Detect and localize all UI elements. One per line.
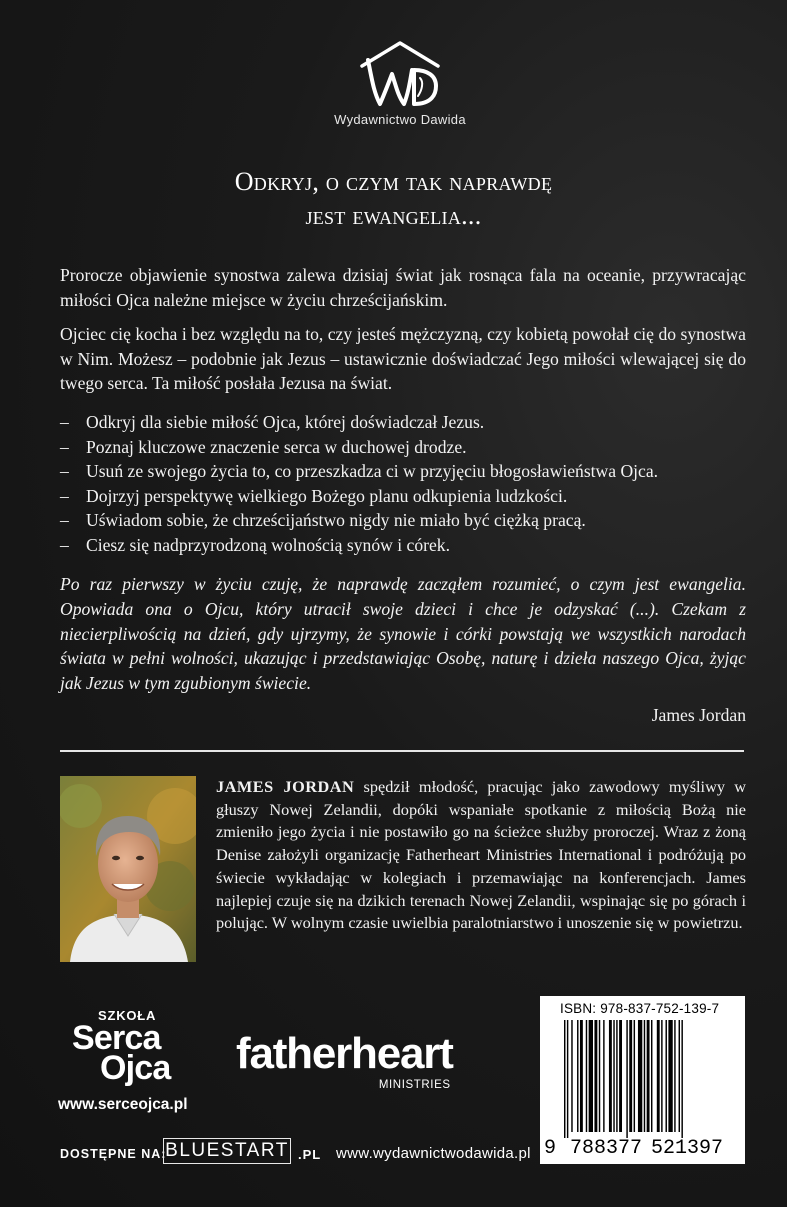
barcode-bar (564, 1020, 565, 1138)
barcode-bar (577, 1020, 578, 1132)
barcode-bar (679, 1020, 680, 1132)
barcode-bar (571, 1020, 572, 1132)
barcode-bar (616, 1020, 617, 1132)
barcode-bar (681, 1020, 682, 1138)
school-word-1: Serca (72, 1019, 161, 1057)
list-item: – Dojrzyj perspektywę wielkiego Bożego planu odkupienia ludzkości. (60, 484, 746, 509)
fatherheart-wordmark: fatherheart (236, 1029, 453, 1078)
dash-icon: – (60, 485, 69, 506)
fatherheart-logo (236, 1029, 453, 1091)
publisher-logo (330, 38, 470, 127)
headline-line-1: Odkryj, o czym tak naprawdę (234, 167, 553, 196)
publisher-name: Wydawnictwo Dawida (334, 112, 466, 127)
author-photo (60, 776, 196, 962)
tld-label: .PL (298, 1147, 322, 1162)
list-item: – Odkryj dla siebie miłość Ojca, której doświadczał Jezus. (60, 410, 746, 435)
barcode-bar (599, 1020, 600, 1132)
barcode-bar (651, 1020, 652, 1132)
barcode-bar (634, 1020, 635, 1132)
isbn-barcode (540, 996, 745, 1164)
testimonial-quote: Po raz pierwszy w życiu czuję, że naprawdę zacząłem rozumieć, o czym jest ewangelia. Opowiada ona o Ojcu, który utracił swoje dzieci i chce je odzyskać (...). Czekam z niecierpliwością na dzień, gdy ujrzymy, że synowie i córki powstają we wszystkich narodach świata w pełni wolności, ukazując i przedstawiając Osobę, naturę i dzieła naszego Ojca, żyjąc jak Jezus w tym zgubionym świecie. (60, 574, 746, 694)
publisher-url[interactable]: www.wydawnictwodawida.pl (336, 1145, 531, 1162)
dash-icon: – (60, 412, 69, 432)
barcode-bar (594, 1020, 597, 1132)
barcode-bar (647, 1020, 650, 1132)
available-label: DOSTĘPNE NA: (60, 1147, 167, 1161)
list-item: – Ciesz się nadprzyrodzoną wolnością synów i córek. (60, 533, 746, 558)
author-bio (216, 776, 746, 935)
barcode-bar (666, 1020, 667, 1132)
dash-icon: – (60, 534, 69, 555)
quote-author: James Jordan (651, 705, 746, 725)
barcode-bars (564, 1020, 726, 1138)
barcode-bar (567, 1020, 568, 1138)
intro-paragraph: Ojciec cię kocha i bez względu na to, czy jesteś mężczyzną, czy kobietą powołał cię do synostwa w Nim. Możesz – podobnie jak Jezus – ustawicznie doświadczać Jego miłości wlewającej się do twego serca. Ta miłość posłała Jezusa na świat. (60, 324, 746, 394)
school-url[interactable]: www.serceojca.pl (58, 1096, 188, 1113)
barcode-bar (589, 1020, 593, 1132)
barcode-bar (661, 1020, 662, 1132)
barcode-digits-right: 521397 (651, 1137, 724, 1160)
barcode-bar (638, 1020, 642, 1132)
list-item: – Uświadom sobie, że chrześcijaństwo nigdy nie miało być ciężką pracą. (60, 508, 746, 533)
school-word-2: Ojca (100, 1049, 171, 1087)
isbn-number: ISBN: 978-837-752-139-7 (560, 1001, 720, 1016)
barcode-bar (603, 1020, 604, 1132)
author-name: JAMES JORDAN (216, 777, 355, 796)
list-item: – Poznaj kluczowe znaczenie serca w duchowej drodze. (60, 435, 746, 460)
benefit-list (60, 410, 746, 558)
house-logo-icon (358, 38, 442, 110)
barcode-digits-left: 788377 (570, 1137, 643, 1160)
barcode-bar (580, 1020, 583, 1132)
barcode-bar (668, 1020, 672, 1132)
divider (60, 750, 744, 752)
dash-icon: – (60, 436, 69, 457)
headline-line-2: jest ewangelia... (305, 201, 482, 230)
barcode-bar (609, 1020, 612, 1132)
ministries-label: MINISTRIES (378, 1079, 451, 1091)
bio-text: spędził młodość, pracując jako zawodowy myśliwy w głuszy Nowej Zelandii, dopóki wspaniałe spotkanie z miłością Bożą nie zmieniło jego życia i nie postawiło go na ścieżce służby proroczej. Wraz z żoną Denise założyli organizację Fatherheart Ministries International i podróżują po świecie wykładając w kolegiach i przemawiając na konferencjach. James najlepiej czuje się na dzikich terenach Nowej Zelandii, wspinając się po górach i polując. W wolnym czasie uwielbia paralotniarstwo i unoszenie się w powietrzu. (216, 777, 746, 933)
barcode-bar (586, 1020, 587, 1132)
barcode-digit-prefix: 9 (544, 1137, 557, 1160)
barcode-bar (644, 1020, 645, 1132)
intro-paragraph: Prorocze objawienie synostwa zalewa dzisiaj świat jak rosnąca fala na oceanie, przywracając miłości Ojca należne miejsce w życiu chrześcijańskim. (60, 265, 746, 310)
school-small-label: SZKOŁA (98, 1008, 157, 1023)
barcode-bar (674, 1020, 675, 1132)
barcode-bar (619, 1020, 622, 1132)
barcode-bar (626, 1020, 627, 1138)
dash-icon: – (60, 461, 69, 482)
bluestart-logo[interactable]: BLUESTART (163, 1138, 291, 1164)
barcode-bar (613, 1020, 614, 1132)
dash-icon: – (60, 510, 69, 531)
barcode-bar (657, 1020, 660, 1132)
barcode-bar (629, 1020, 632, 1132)
list-item: – Usuń ze swojego życia to, co przeszkadza ci w przyjęciu błogosławieństwa Ojca. (60, 459, 746, 484)
